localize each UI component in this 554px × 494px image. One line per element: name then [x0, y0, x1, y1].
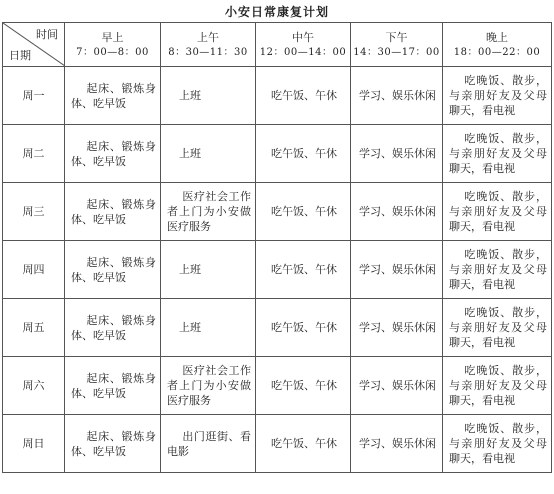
evening-cell: [443, 415, 552, 473]
table-row-saturday: [3, 357, 552, 415]
header-row: [3, 23, 552, 67]
column-header-evening: [443, 23, 552, 67]
evening-cell: [443, 67, 552, 125]
morning-cell: [65, 415, 161, 473]
page-title: 小安日常康复计划: [224, 5, 329, 19]
evening-text: 吃晚饭、散步，与亲朋好友及父母聊天，看电视: [449, 74, 547, 117]
day-cell: 周日: [3, 415, 65, 473]
morning-text: 起床、锻炼身体、吃早饭: [71, 139, 156, 168]
morning-cell: [65, 241, 161, 299]
column-time: 8：30—11：30: [168, 46, 248, 58]
morning-cell: [65, 67, 161, 125]
forenoon-text: 出门逛街、看电影: [167, 429, 251, 458]
column-name: 晚上: [486, 30, 508, 44]
forenoon-cell: [161, 125, 256, 183]
column-header-morning: [65, 23, 161, 67]
forenoon-cell: [161, 67, 256, 125]
afternoon-cell: 学习、娱乐休闲: [351, 415, 443, 473]
day-cell: 周二: [3, 125, 65, 183]
morning-text: 起床、锻炼身体、吃早饭: [71, 197, 156, 226]
column-time: 14：30—17：00: [353, 46, 440, 58]
column-name: 上午: [197, 30, 219, 44]
evening-text: 吃晚饭、散步，与亲朋好友及父母聊天，看电视: [449, 248, 547, 291]
morning-cell: [65, 125, 161, 183]
column-name: 下午: [385, 30, 408, 44]
day-cell: 周一: [3, 67, 65, 125]
evening-cell: [443, 241, 552, 299]
evening-text: 吃晚饭、散步，与亲朋好友及父母聊天，看电视: [449, 132, 547, 175]
evening-text: 吃晚饭、散步，与亲朋好友及父母聊天，看电视: [449, 364, 547, 407]
afternoon-cell: 学习、娱乐休闲: [351, 183, 443, 241]
evening-text: 吃晚饭、散步，与亲朋好友及父母聊天，看电视: [449, 190, 547, 233]
forenoon-text: 医疗社会工作者上门为小安做医疗服务: [167, 190, 251, 233]
column-time: 7：00—8：00: [76, 46, 149, 58]
evening-text: 吃晚饭、散步，与亲朋好友及父母聊天，看电视: [449, 422, 547, 465]
evening-text: 吃晚饭、散步，与亲朋好友及父母聊天，看电视: [449, 306, 547, 349]
corner-time-label: 时间: [36, 28, 58, 41]
evening-cell: [443, 125, 552, 183]
corner-date-label: 日期: [9, 49, 31, 62]
afternoon-cell: 学习、娱乐休闲: [351, 357, 443, 415]
table-row-sunday: [3, 415, 552, 473]
day-cell: 周六: [3, 357, 65, 415]
noon-cell: 吃午饭、午休: [256, 299, 351, 357]
morning-text: 起床、锻炼身体、吃早饭: [71, 255, 156, 284]
noon-cell: 吃午饭、午休: [256, 183, 351, 241]
column-name: 中午: [292, 30, 314, 44]
evening-cell: [443, 299, 552, 357]
morning-text: 起床、锻炼身体、吃早饭: [71, 81, 156, 110]
afternoon-cell: 学习、娱乐休闲: [351, 67, 443, 125]
evening-cell: [443, 183, 552, 241]
forenoon-cell: [161, 415, 256, 473]
noon-cell: 吃午饭、午休: [256, 415, 351, 473]
evening-cell: [443, 357, 552, 415]
table-row-monday: [3, 67, 552, 125]
column-name: 早上: [101, 30, 124, 44]
forenoon-text: 上班: [179, 321, 201, 334]
noon-cell: 吃午饭、午休: [256, 67, 351, 125]
morning-text: 起床、锻炼身体、吃早饭: [71, 313, 156, 342]
day-cell: 周五: [3, 299, 65, 357]
afternoon-cell: 学习、娱乐休闲: [351, 241, 443, 299]
morning-text: 起床、锻炼身体、吃早饭: [71, 429, 156, 458]
day-cell: 周四: [3, 241, 65, 299]
forenoon-cell: [161, 357, 256, 415]
column-time: 12：00—14：00: [259, 46, 347, 58]
morning-text: 起床、锻炼身体、吃早饭: [71, 371, 156, 400]
table-row-friday: [3, 299, 552, 357]
afternoon-cell: 学习、娱乐休闲: [351, 299, 443, 357]
forenoon-text: 医疗社会工作者上门为小安做医疗服务: [167, 364, 251, 407]
forenoon-cell: [161, 183, 256, 241]
forenoon-text: 上班: [179, 263, 201, 276]
noon-cell: 吃午饭、午休: [256, 125, 351, 183]
forenoon-cell: [161, 241, 256, 299]
afternoon-cell: 学习、娱乐休闲: [351, 125, 443, 183]
corner-header-cell: [3, 23, 65, 67]
morning-cell: [65, 357, 161, 415]
noon-cell: 吃午饭、午休: [256, 241, 351, 299]
column-time: 18：00—22：00: [453, 46, 541, 58]
forenoon-text: 上班: [179, 147, 201, 160]
forenoon-text: 上班: [179, 89, 201, 102]
forenoon-cell: [161, 299, 256, 357]
day-cell: 周三: [3, 183, 65, 241]
table-row-wednesday: [3, 183, 552, 241]
table-row-thursday: [3, 241, 552, 299]
noon-cell: 吃午饭、午休: [256, 357, 351, 415]
table-row-tuesday: [3, 125, 552, 183]
morning-cell: [65, 183, 161, 241]
column-header-noon: [256, 23, 351, 67]
column-header-forenoon: [161, 23, 256, 67]
morning-cell: [65, 299, 161, 357]
schedule-table: [2, 22, 552, 473]
column-header-afternoon: [351, 23, 443, 67]
